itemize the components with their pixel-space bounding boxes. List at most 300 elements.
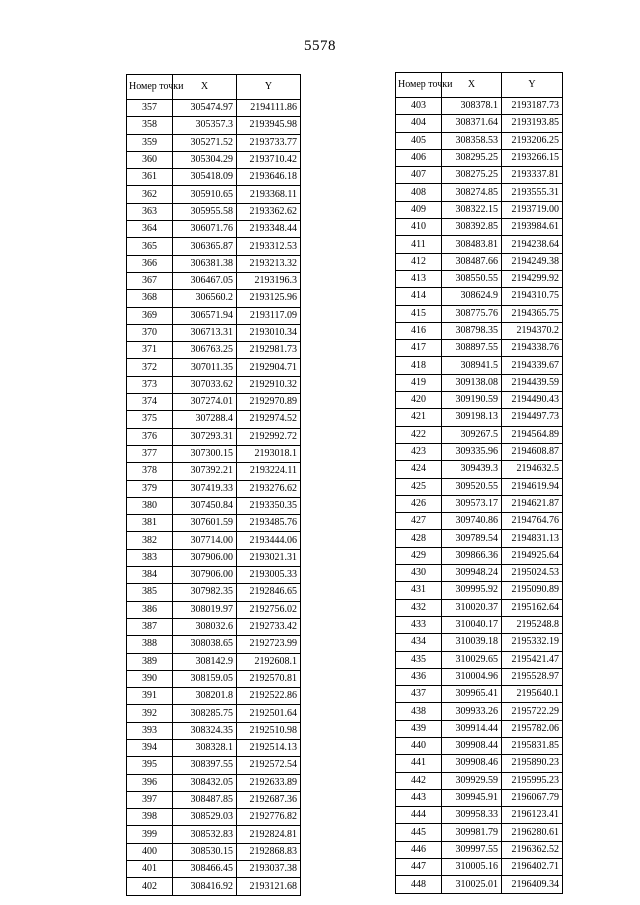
x-coordinate-cell: 309335.96: [442, 443, 502, 460]
x-coordinate-cell: 309997.55: [442, 841, 502, 858]
x-coordinate-cell: 305418.09: [173, 169, 237, 186]
y-coordinate-cell: 2195528.97: [502, 668, 563, 685]
x-coordinate-cell: 305474.97: [173, 100, 237, 117]
y-coordinate-cell: 2196123.41: [502, 807, 563, 824]
point-number-cell: 359: [127, 134, 173, 151]
y-coordinate-cell: 2193276.62: [237, 480, 301, 497]
x-coordinate-cell: 307300.15: [173, 445, 237, 462]
y-coordinate-cell: 2192970.89: [237, 394, 301, 411]
point-number-cell: 437: [396, 686, 442, 703]
y-coordinate-cell: 2196402.71: [502, 859, 563, 876]
table-row: [396, 824, 563, 841]
point-number-cell: 428: [396, 530, 442, 547]
x-coordinate-cell: 308397.55: [173, 757, 237, 774]
x-coordinate-cell: 309929.59: [442, 772, 502, 789]
y-coordinate-cell: 2193117.09: [237, 307, 301, 324]
table-row: [396, 288, 563, 305]
x-coordinate-cell: 308483.81: [442, 236, 502, 253]
point-number-cell: 442: [396, 772, 442, 789]
y-coordinate-cell: 2192756.02: [237, 601, 301, 618]
page-number: 5578: [304, 38, 336, 54]
y-coordinate-cell: 2196362.52: [502, 841, 563, 858]
table-row: [396, 478, 563, 495]
table-row: [396, 322, 563, 339]
x-coordinate-cell: 307419.33: [173, 480, 237, 497]
point-number-cell: 439: [396, 720, 442, 737]
table-row: [127, 100, 301, 117]
x-coordinate-cell: 309520.55: [442, 478, 502, 495]
y-coordinate-cell: 2193213.32: [237, 255, 301, 272]
table-row: [127, 186, 301, 203]
x-coordinate-cell: 308532.83: [173, 826, 237, 843]
y-coordinate-cell: 2193555.31: [502, 184, 563, 201]
y-coordinate-cell: 2194339.67: [502, 357, 563, 374]
y-coordinate-cell: 2194249.38: [502, 253, 563, 270]
table-row: [396, 859, 563, 876]
point-number-cell: 364: [127, 221, 173, 238]
x-coordinate-cell: 310040.17: [442, 616, 502, 633]
y-coordinate-cell: 2193485.76: [237, 515, 301, 532]
point-number-header: Номер точки: [127, 75, 173, 100]
y-coordinate-cell: 2193224.11: [237, 463, 301, 480]
y-coordinate-cell: 2194299.92: [502, 270, 563, 287]
x-coordinate-cell: 308378.1: [442, 98, 502, 115]
y-coordinate-cell: 2193984.61: [502, 219, 563, 236]
y-coordinate-cell: 2192687.36: [237, 791, 301, 808]
point-number-cell: 400: [127, 843, 173, 860]
x-coordinate-cell: 308358.53: [442, 132, 502, 149]
table-row: [127, 411, 301, 428]
point-number-cell: 438: [396, 703, 442, 720]
x-coordinate-cell: 309138.08: [442, 374, 502, 391]
x-coordinate-cell: 307293.31: [173, 428, 237, 445]
point-number-cell: 363: [127, 203, 173, 220]
table-row: [127, 688, 301, 705]
x-header: X: [173, 75, 237, 100]
y-coordinate-cell: 2192910.32: [237, 376, 301, 393]
y-coordinate-cell: 2196280.61: [502, 824, 563, 841]
table-row: [396, 167, 563, 184]
y-coordinate-cell: 2194490.43: [502, 392, 563, 409]
y-coordinate-cell: 2195890.23: [502, 755, 563, 772]
x-coordinate-cell: 305955.58: [173, 203, 237, 220]
table-row: [396, 426, 563, 443]
x-coordinate-cell: 308142.9: [173, 653, 237, 670]
x-coordinate-cell: 308275.25: [442, 167, 502, 184]
y-header: Y: [237, 75, 301, 100]
point-number-cell: 394: [127, 739, 173, 756]
y-coordinate-cell: 2192522.86: [237, 688, 301, 705]
y-coordinate-cell: 2192846.65: [237, 584, 301, 601]
point-number-cell: 370: [127, 324, 173, 341]
table-row: [127, 376, 301, 393]
x-coordinate-cell: 307906.00: [173, 567, 237, 584]
x-coordinate-cell: 308295.25: [442, 149, 502, 166]
table-row: [396, 115, 563, 132]
point-number-cell: 396: [127, 774, 173, 791]
point-number-cell: 434: [396, 634, 442, 651]
table-row: [396, 98, 563, 115]
x-coordinate-cell: 309958.33: [442, 807, 502, 824]
point-number-cell: 404: [396, 115, 442, 132]
table-row: [396, 392, 563, 409]
header-row: [396, 73, 563, 98]
point-number-cell: 361: [127, 169, 173, 186]
y-coordinate-cell: 2195640.1: [502, 686, 563, 703]
point-number-cell: 384: [127, 567, 173, 584]
y-coordinate-cell: 2195090.89: [502, 582, 563, 599]
point-number-cell: 423: [396, 443, 442, 460]
point-number-cell: 416: [396, 322, 442, 339]
point-number-cell: 399: [127, 826, 173, 843]
table-row: [127, 203, 301, 220]
y-coordinate-cell: 2194564.89: [502, 426, 563, 443]
table-row: [396, 755, 563, 772]
point-number-cell: 447: [396, 859, 442, 876]
y-coordinate-cell: 2192904.71: [237, 359, 301, 376]
y-coordinate-cell: 2196067.79: [502, 789, 563, 806]
x-coordinate-cell: 308550.55: [442, 270, 502, 287]
table-row: [127, 826, 301, 843]
point-number-cell: 367: [127, 272, 173, 289]
y-header: Y: [502, 73, 563, 98]
y-coordinate-cell: 2193719.00: [502, 201, 563, 218]
x-coordinate-cell: 308941.5: [442, 357, 502, 374]
table-row: [396, 530, 563, 547]
x-coordinate-cell: 305304.29: [173, 151, 237, 168]
point-number-cell: 369: [127, 307, 173, 324]
y-coordinate-cell: 2195332.19: [502, 634, 563, 651]
table-row: [127, 238, 301, 255]
point-number-cell: 406: [396, 149, 442, 166]
x-coordinate-cell: 310025.01: [442, 876, 502, 893]
x-coordinate-cell: 308798.35: [442, 322, 502, 339]
table-row: [396, 565, 563, 582]
point-number-cell: 420: [396, 392, 442, 409]
x-coordinate-cell: 307982.35: [173, 584, 237, 601]
x-coordinate-cell: 309789.54: [442, 530, 502, 547]
point-number-cell: 377: [127, 445, 173, 462]
x-coordinate-cell: 308322.15: [442, 201, 502, 218]
point-number-cell: 380: [127, 497, 173, 514]
table-row: [396, 236, 563, 253]
point-number-cell: 391: [127, 688, 173, 705]
y-coordinate-cell: 2192824.81: [237, 826, 301, 843]
y-coordinate-cell: 2192501.64: [237, 705, 301, 722]
x-coordinate-cell: 309908.44: [442, 737, 502, 754]
y-coordinate-cell: 2195782.06: [502, 720, 563, 737]
x-coordinate-cell: 308392.85: [442, 219, 502, 236]
table-body-left: [127, 100, 301, 896]
table-row: [127, 134, 301, 151]
x-coordinate-cell: 309948.24: [442, 565, 502, 582]
y-coordinate-cell: 2192510.98: [237, 722, 301, 739]
x-coordinate-cell: 308324.35: [173, 722, 237, 739]
y-coordinate-cell: 2193312.53: [237, 238, 301, 255]
y-coordinate-cell: 2192633.89: [237, 774, 301, 791]
x-coordinate-cell: 309439.3: [442, 461, 502, 478]
x-coordinate-cell: 306071.76: [173, 221, 237, 238]
x-coordinate-cell: 305271.52: [173, 134, 237, 151]
point-number-cell: 410: [396, 219, 442, 236]
table-row: [396, 201, 563, 218]
table-row: [396, 668, 563, 685]
y-coordinate-cell: 2193444.06: [237, 532, 301, 549]
y-coordinate-cell: 2195162.64: [502, 599, 563, 616]
table-row: [396, 443, 563, 460]
table-row: [396, 547, 563, 564]
point-number-cell: 402: [127, 878, 173, 895]
y-coordinate-cell: 2194621.87: [502, 495, 563, 512]
y-coordinate-cell: 2194619.94: [502, 478, 563, 495]
x-coordinate-cell: 308285.75: [173, 705, 237, 722]
x-coordinate-cell: 306571.94: [173, 307, 237, 324]
y-coordinate-cell: 2193368.11: [237, 186, 301, 203]
point-number-cell: 448: [396, 876, 442, 893]
point-number-cell: 372: [127, 359, 173, 376]
x-header: X: [442, 73, 502, 98]
x-coordinate-cell: 308032.6: [173, 618, 237, 635]
x-coordinate-cell: 307450.84: [173, 497, 237, 514]
point-number-cell: 414: [396, 288, 442, 305]
x-coordinate-cell: 306763.25: [173, 342, 237, 359]
y-coordinate-cell: 2193193.85: [502, 115, 563, 132]
y-coordinate-cell: 2192733.42: [237, 618, 301, 635]
point-number-cell: 419: [396, 374, 442, 391]
table-row: [127, 324, 301, 341]
x-coordinate-cell: 307601.59: [173, 515, 237, 532]
header-row: [127, 75, 301, 100]
y-coordinate-cell: 2194365.75: [502, 305, 563, 322]
point-number-cell: 421: [396, 409, 442, 426]
point-number-cell: 411: [396, 236, 442, 253]
y-coordinate-cell: 2194111.86: [237, 100, 301, 117]
point-number-cell: 398: [127, 809, 173, 826]
x-coordinate-cell: 306713.31: [173, 324, 237, 341]
table-row: [127, 394, 301, 411]
table-row: [396, 876, 563, 893]
point-number-cell: 385: [127, 584, 173, 601]
table-row: [396, 132, 563, 149]
x-coordinate-cell: 305357.3: [173, 117, 237, 134]
x-coordinate-cell: 308274.85: [442, 184, 502, 201]
table-row: [127, 636, 301, 653]
x-coordinate-cell: 309866.36: [442, 547, 502, 564]
table-row: [396, 270, 563, 287]
y-coordinate-cell: 2193710.42: [237, 151, 301, 168]
x-coordinate-cell: 309908.46: [442, 755, 502, 772]
point-number-cell: 368: [127, 290, 173, 307]
table-row: [396, 219, 563, 236]
x-coordinate-cell: 306381.38: [173, 255, 237, 272]
point-number-cell: 412: [396, 253, 442, 270]
table-row: [127, 653, 301, 670]
y-coordinate-cell: 2194238.64: [502, 236, 563, 253]
x-coordinate-cell: 309995.92: [442, 582, 502, 599]
y-coordinate-cell: 2193337.81: [502, 167, 563, 184]
y-coordinate-cell: 2192723.99: [237, 636, 301, 653]
table-row: [127, 843, 301, 860]
point-number-cell: 433: [396, 616, 442, 633]
point-number-cell: 376: [127, 428, 173, 445]
y-coordinate-cell: 2193646.18: [237, 169, 301, 186]
table-row: [396, 720, 563, 737]
point-number-cell: 383: [127, 549, 173, 566]
table-row: [396, 841, 563, 858]
point-number-cell: 431: [396, 582, 442, 599]
y-coordinate-cell: 2194439.59: [502, 374, 563, 391]
table-row: [127, 601, 301, 618]
x-coordinate-cell: 310029.65: [442, 651, 502, 668]
y-coordinate-cell: 2196409.34: [502, 876, 563, 893]
table-row: [127, 861, 301, 878]
point-number-cell: 429: [396, 547, 442, 564]
point-number-cell: 388: [127, 636, 173, 653]
table-row: [127, 584, 301, 601]
y-coordinate-cell: 2193733.77: [237, 134, 301, 151]
point-number-cell: 358: [127, 117, 173, 134]
x-coordinate-cell: 308487.85: [173, 791, 237, 808]
y-coordinate-cell: 2192974.52: [237, 411, 301, 428]
y-coordinate-cell: 2193010.34: [237, 324, 301, 341]
x-coordinate-cell: 309740.86: [442, 513, 502, 530]
x-coordinate-cell: 307392.21: [173, 463, 237, 480]
y-coordinate-cell: 2192570.81: [237, 670, 301, 687]
table-row: [127, 463, 301, 480]
x-coordinate-cell: 309267.5: [442, 426, 502, 443]
y-coordinate-cell: 2195248.8: [502, 616, 563, 633]
x-coordinate-cell: 309945.91: [442, 789, 502, 806]
point-number-cell: 371: [127, 342, 173, 359]
y-coordinate-cell: 2193018.1: [237, 445, 301, 462]
table-row: [396, 374, 563, 391]
point-number-cell: 407: [396, 167, 442, 184]
point-number-cell: 381: [127, 515, 173, 532]
table-row: [127, 515, 301, 532]
y-coordinate-cell: 2194370.2: [502, 322, 563, 339]
y-coordinate-cell: 2194632.5: [502, 461, 563, 478]
y-coordinate-cell: 2192572.54: [237, 757, 301, 774]
point-number-cell: 444: [396, 807, 442, 824]
y-coordinate-cell: 2193005.33: [237, 567, 301, 584]
point-number-cell: 387: [127, 618, 173, 635]
table-row: [396, 703, 563, 720]
y-coordinate-cell: 2193206.25: [502, 132, 563, 149]
table-row: [127, 497, 301, 514]
x-coordinate-cell: 307288.4: [173, 411, 237, 428]
y-coordinate-cell: 2193266.15: [502, 149, 563, 166]
y-coordinate-cell: 2193187.73: [502, 98, 563, 115]
x-coordinate-cell: 306560.2: [173, 290, 237, 307]
y-coordinate-cell: 2194764.76: [502, 513, 563, 530]
y-coordinate-cell: 2194310.75: [502, 288, 563, 305]
table-row: [127, 221, 301, 238]
table-row: [396, 789, 563, 806]
point-number-cell: 436: [396, 668, 442, 685]
table-row: [396, 340, 563, 357]
point-number-cell: 445: [396, 824, 442, 841]
table-row: [127, 618, 301, 635]
x-coordinate-cell: 307033.62: [173, 376, 237, 393]
x-coordinate-cell: 308466.45: [173, 861, 237, 878]
point-number-cell: 432: [396, 599, 442, 616]
x-coordinate-cell: 310039.18: [442, 634, 502, 651]
x-coordinate-cell: 309914.44: [442, 720, 502, 737]
y-coordinate-cell: 2194831.13: [502, 530, 563, 547]
table-row: [127, 169, 301, 186]
table-row: [127, 878, 301, 895]
point-number-cell: 417: [396, 340, 442, 357]
point-number-cell: 408: [396, 184, 442, 201]
point-number-cell: 424: [396, 461, 442, 478]
table-row: [127, 532, 301, 549]
table-row: [127, 670, 301, 687]
x-coordinate-cell: 308529.03: [173, 809, 237, 826]
table-row: [127, 549, 301, 566]
table-row: [127, 705, 301, 722]
y-coordinate-cell: 2192776.82: [237, 809, 301, 826]
table-row: [127, 359, 301, 376]
table-row: [127, 342, 301, 359]
y-coordinate-cell: 2194338.76: [502, 340, 563, 357]
y-coordinate-cell: 2194497.73: [502, 409, 563, 426]
table-row: [396, 409, 563, 426]
y-coordinate-cell: 2193021.31: [237, 549, 301, 566]
table-row: [396, 253, 563, 270]
point-number-cell: 390: [127, 670, 173, 687]
x-coordinate-cell: 308019.97: [173, 601, 237, 618]
x-coordinate-cell: 308416.92: [173, 878, 237, 895]
table-row: [396, 599, 563, 616]
table-row: [396, 616, 563, 633]
point-number-cell: 379: [127, 480, 173, 497]
coordinates-table-left: [126, 74, 301, 896]
point-number-cell: 425: [396, 478, 442, 495]
table-row: [127, 272, 301, 289]
x-coordinate-cell: 308371.64: [442, 115, 502, 132]
table-row: [396, 737, 563, 754]
y-coordinate-cell: 2192868.83: [237, 843, 301, 860]
point-number-cell: 393: [127, 722, 173, 739]
table-row: [396, 807, 563, 824]
point-number-cell: 401: [127, 861, 173, 878]
point-number-cell: 430: [396, 565, 442, 582]
table-row: [127, 151, 301, 168]
y-coordinate-cell: 2193196.3: [237, 272, 301, 289]
point-number-cell: 375: [127, 411, 173, 428]
point-number-cell: 365: [127, 238, 173, 255]
table-row: [127, 255, 301, 272]
y-coordinate-cell: 2192608.1: [237, 653, 301, 670]
y-coordinate-cell: 2193121.68: [237, 878, 301, 895]
x-coordinate-cell: 308775.76: [442, 305, 502, 322]
point-number-cell: 426: [396, 495, 442, 512]
table-row: [127, 428, 301, 445]
x-coordinate-cell: 307714.00: [173, 532, 237, 549]
table-row: [127, 445, 301, 462]
table-row: [127, 480, 301, 497]
point-number-cell: 435: [396, 651, 442, 668]
point-number-cell: 374: [127, 394, 173, 411]
table-row: [127, 791, 301, 808]
point-number-cell: 389: [127, 653, 173, 670]
x-coordinate-cell: 310020.37: [442, 599, 502, 616]
point-number-cell: 395: [127, 757, 173, 774]
x-coordinate-cell: 309190.59: [442, 392, 502, 409]
point-number-cell: 366: [127, 255, 173, 272]
table-row: [127, 307, 301, 324]
table-row: [396, 582, 563, 599]
